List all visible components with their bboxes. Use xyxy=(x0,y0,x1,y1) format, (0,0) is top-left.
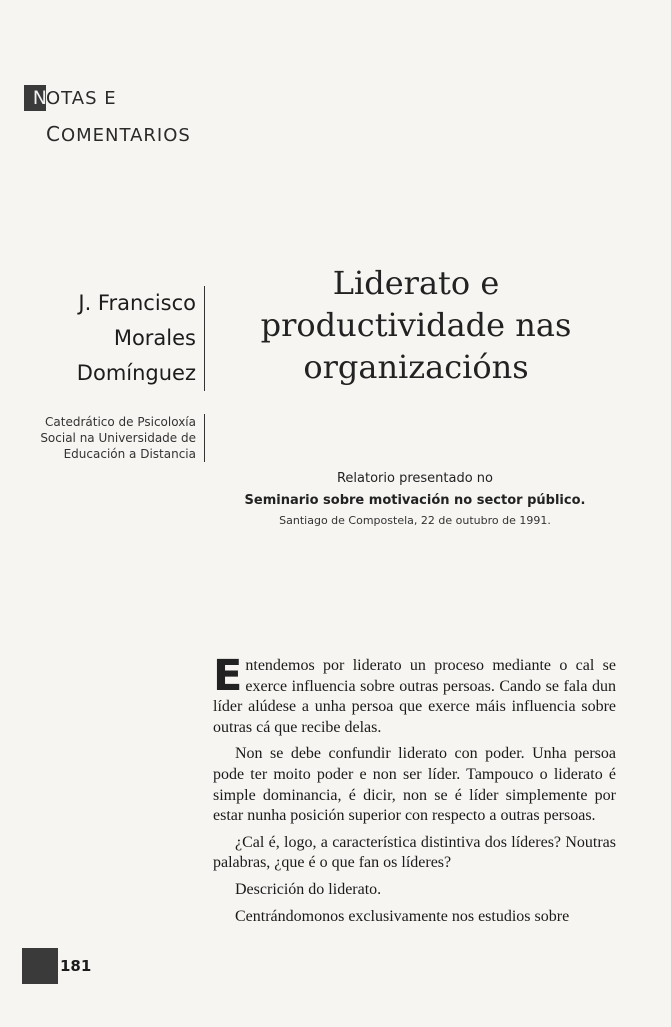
title-line1: Liderato e xyxy=(332,264,500,302)
drop-cap: E xyxy=(213,651,243,701)
paragraph-1 xyxy=(213,651,616,738)
paragraph-3: ¿Cal é, logo, a característica distintiva dos líderes? Noutras palabras, ¿que é o que fan os líderes? xyxy=(213,833,616,872)
title-line2: productividade nas xyxy=(260,306,572,344)
paragraph-2: Non se debe confundir liderato con poder. Unha persoa pode ter moito poder e non ser líder. Tampouco o liderato é simple dominancia, é dicir, non se é líder simplemente por estar nunha posición superior con respecto a outras persoas. xyxy=(213,745,616,825)
heading-line2 xyxy=(46,122,191,146)
page-number xyxy=(22,948,91,984)
report-line3: Santiago de Compostela, 22 de outubro de 1991. xyxy=(279,514,551,527)
article-body xyxy=(213,651,616,933)
report-line2: Seminario sobre motivación no sector público. xyxy=(244,493,586,508)
author-line3: Domínguez xyxy=(76,361,196,385)
author-line2: Morales xyxy=(113,326,196,350)
page-number-text: 181 xyxy=(60,957,92,975)
author-affiliation xyxy=(0,414,205,462)
section-heading xyxy=(24,84,191,146)
author-name xyxy=(0,286,205,391)
report-note xyxy=(232,468,598,530)
author-line1: J. Francisco xyxy=(78,291,196,315)
heading-line2-rest: OMENTARIOS xyxy=(60,125,191,146)
affiliation-line1: Catedrático de Psicoloxía xyxy=(45,415,196,429)
paragraph-4: Descrición do liderato. xyxy=(235,880,382,898)
report-line1: Relatorio presentado no xyxy=(336,471,494,486)
page-number-box xyxy=(22,948,58,984)
article-title xyxy=(230,262,602,388)
heading-line1: OTAS E xyxy=(46,87,117,109)
heading-initial: N xyxy=(32,87,47,109)
heading-line2-initial: C xyxy=(46,122,61,146)
paragraph-5: Centrándomonos exclusivamente nos estudios sobre xyxy=(235,907,570,925)
affiliation-line3: Educación a Distancia xyxy=(63,447,196,461)
affiliation-line2: Social na Universidade de xyxy=(40,431,196,445)
paragraph-1-text: ntendemos por liderato un proceso mediante o cal se exerce influencia sobre outras persoas. Cando se fala dun líder alúdese a unha persoa que exerce máis influencia sobre outras cá que recibe delas. xyxy=(213,657,616,736)
title-line3: organizacións xyxy=(303,348,529,386)
heading-square xyxy=(24,85,46,111)
